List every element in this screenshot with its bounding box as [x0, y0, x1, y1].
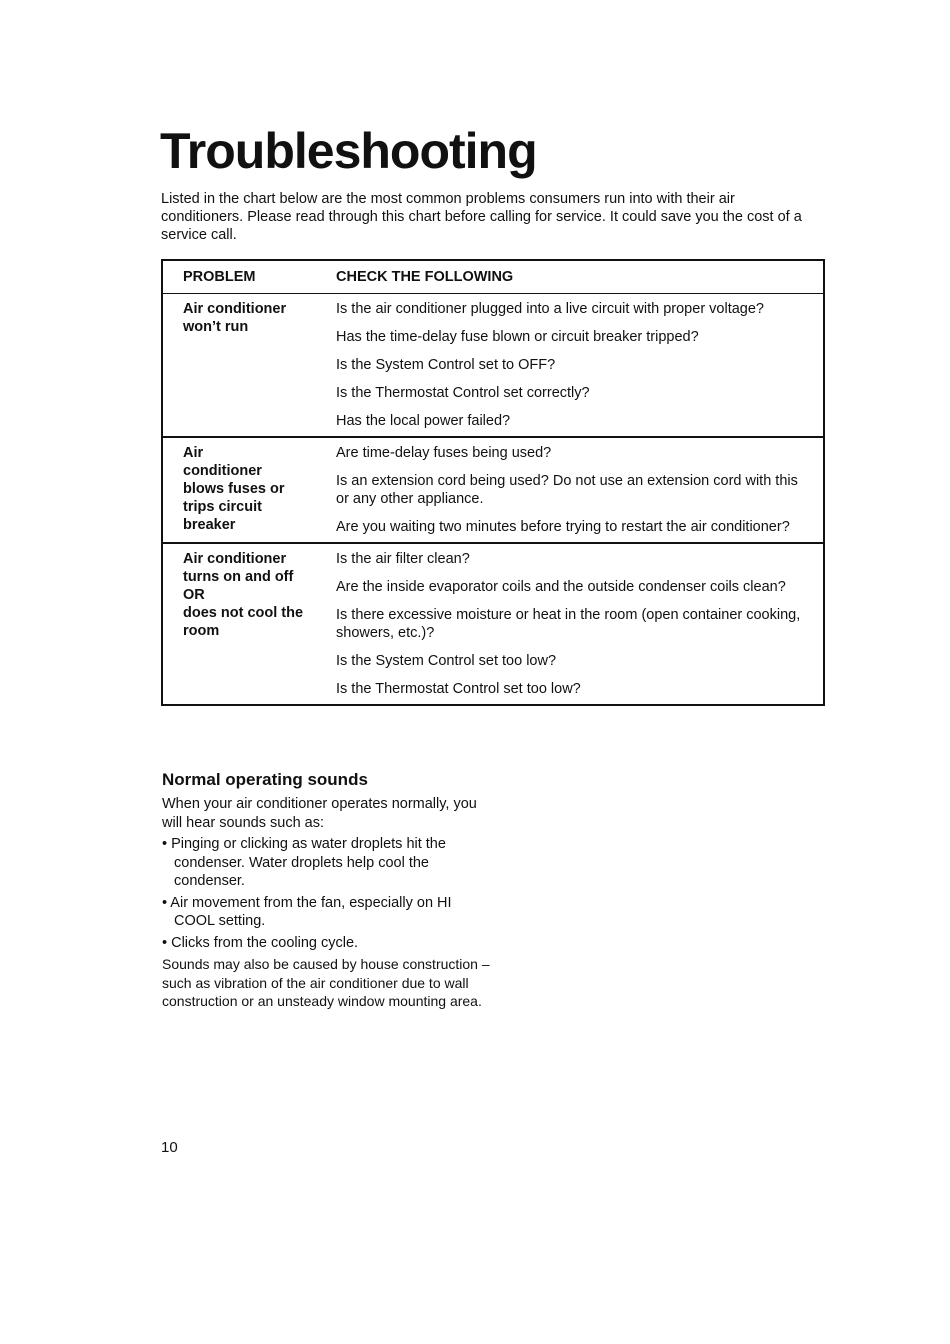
check-item: Is the Thermostat Control set too low? [336, 681, 581, 697]
table-header [163, 261, 823, 293]
check-item: Is the air conditioner plugged into a live circuit with proper voltage? [336, 301, 764, 317]
bullet-item: • Clicks from the cooling cycle. [162, 934, 359, 951]
checks-cell [336, 438, 823, 542]
check-item: Has the local power failed? [336, 413, 511, 429]
problem-cell: Air conditioner won’t run [183, 301, 287, 335]
check-item: Is the System Control set to OFF? [336, 357, 556, 373]
page-number: 10 [161, 1139, 178, 1156]
check-item: Has the time-delay fuse blown or circuit breaker tripped? [336, 329, 699, 345]
table-row [163, 542, 823, 704]
header-check: CHECK THE FOLLOWING [336, 269, 514, 285]
problem-line: does not cool the room [183, 605, 304, 639]
checks-cell [336, 294, 823, 436]
bullet-item: • Air movement from the fan, especially on HI COOL setting. [162, 894, 452, 929]
sounds-note: Sounds may also be caused by house construction – such as vibration of the air conditioner due to wall construction or an unsteady window mounting area. [162, 956, 490, 1009]
header-problem: PROBLEM [183, 269, 256, 285]
problem-line: OR [183, 587, 205, 603]
check-item: Are the inside evaporator coils and the outside condenser coils clean? [336, 579, 786, 595]
check-item: Are you waiting two minutes before trying to restart the air conditioner? [336, 519, 790, 535]
problem-cell: Air conditioner blows fuses or trips circuit breaker [183, 445, 285, 533]
troubleshooting-table [161, 259, 825, 706]
sounds-intro: When your air conditioner operates normally, you will hear sounds such as: [162, 796, 477, 831]
check-item: Is the Thermostat Control set correctly? [336, 385, 590, 401]
section-heading: Normal operating sounds [162, 770, 368, 789]
table-row [163, 293, 823, 436]
check-item: Is an extension cord being used? Do not use an extension cord with this or any other appliance. [336, 473, 798, 507]
problem-cell [163, 544, 336, 704]
check-item: Are time-delay fuses being used? [336, 445, 552, 461]
bullet-item: • Pinging or clicking as water droplets hit the condenser. Water droplets help cool the condenser. [162, 836, 446, 889]
checks-cell [336, 544, 823, 704]
table-row [163, 436, 823, 542]
problem-line: Air conditioner turns on and off [183, 551, 294, 585]
sounds-section [162, 795, 492, 1014]
intro-paragraph: Listed in the chart below are the most common problems consumers run into with their air conditioners. Please read through this chart before calling for service. It could save you the cost of a service call. [161, 191, 802, 243]
page-title: Troubleshooting [160, 123, 537, 179]
check-item: Is there excessive moisture or heat in the room (open container cooking, showers, etc.)? [336, 607, 801, 641]
check-item: Is the System Control set too low? [336, 653, 557, 669]
check-item: Is the air filter clean? [336, 551, 470, 567]
